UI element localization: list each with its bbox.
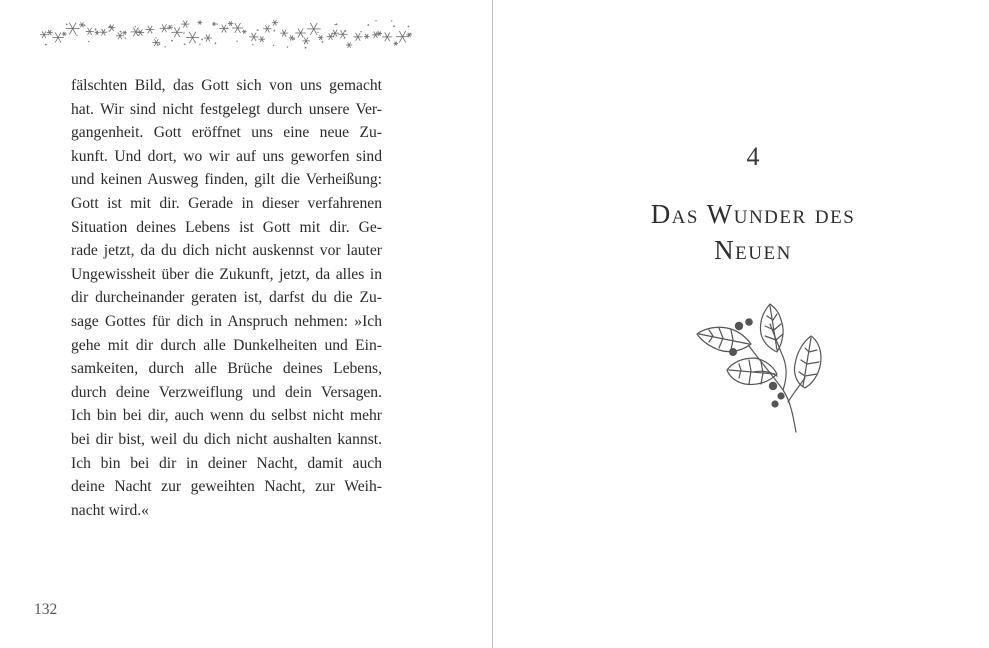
chapter-title-line: Das Wunder des bbox=[650, 199, 856, 229]
left-page bbox=[0, 0, 492, 648]
text-line: dir durcheinander geraten ist, darfst du die Zu- bbox=[71, 289, 382, 307]
chapter-title bbox=[493, 196, 989, 268]
text-line: gehe mit dir durch alle Dunkelheiten und Ein- bbox=[71, 336, 382, 354]
text-line: und keinen Ausweg finden, gilt die Verheißung: bbox=[71, 171, 382, 189]
text-line: hat. Wir sind nicht festgelegt durch unsere Ver- bbox=[71, 100, 382, 118]
text-line: durch deine Verzweiflung und dein Versagen. bbox=[71, 383, 382, 401]
chapter-title-line: Neuen bbox=[714, 235, 792, 265]
text-line: Ich bin bei dir in deiner Nacht, damit auch bbox=[71, 454, 382, 472]
text-line: Ich bin bei dir, auch wenn du selbst nicht mehr bbox=[71, 407, 382, 425]
holly-branch-ornament bbox=[693, 298, 833, 434]
text-line: Ungewissheit über die Zukunft, jetzt, da alles in bbox=[71, 265, 382, 283]
text-line: Gott ist mit dir. Gerade in dieser verfahrenen bbox=[71, 194, 382, 212]
text-line: rade jetzt, da du dich nicht auskennst vor lauter bbox=[71, 242, 382, 260]
page-number: 132 bbox=[34, 601, 58, 618]
right-page bbox=[493, 0, 989, 648]
text-line: fälschten Bild, das Gott sich von uns gemacht bbox=[71, 77, 382, 94]
text-line: nacht wird.« bbox=[71, 501, 149, 519]
text-line: samkeiten, durch alle Brüche deines Lebens, bbox=[71, 360, 382, 378]
text-line: Situation deines Lebens ist Gott mit dir. Ge- bbox=[71, 218, 382, 236]
text-line: bei dir bist, weil du dich nicht aushalten kannst. bbox=[71, 430, 382, 448]
text-line: kunft. Und dort, wo wir auf uns geworfen sind bbox=[71, 147, 382, 165]
body-text bbox=[71, 74, 382, 522]
text-line: gangenheit. Gott eröffnet uns eine neue Zu- bbox=[71, 124, 382, 142]
text-line: sage Gottes für dich in Anspruch nehmen: »Ich bbox=[71, 312, 382, 330]
chapter-number: 4 bbox=[746, 142, 760, 171]
text-line: deine Nacht zur geweihten Nacht, zur Weih- bbox=[71, 478, 382, 496]
snowflake-border-ornament bbox=[36, 14, 412, 54]
